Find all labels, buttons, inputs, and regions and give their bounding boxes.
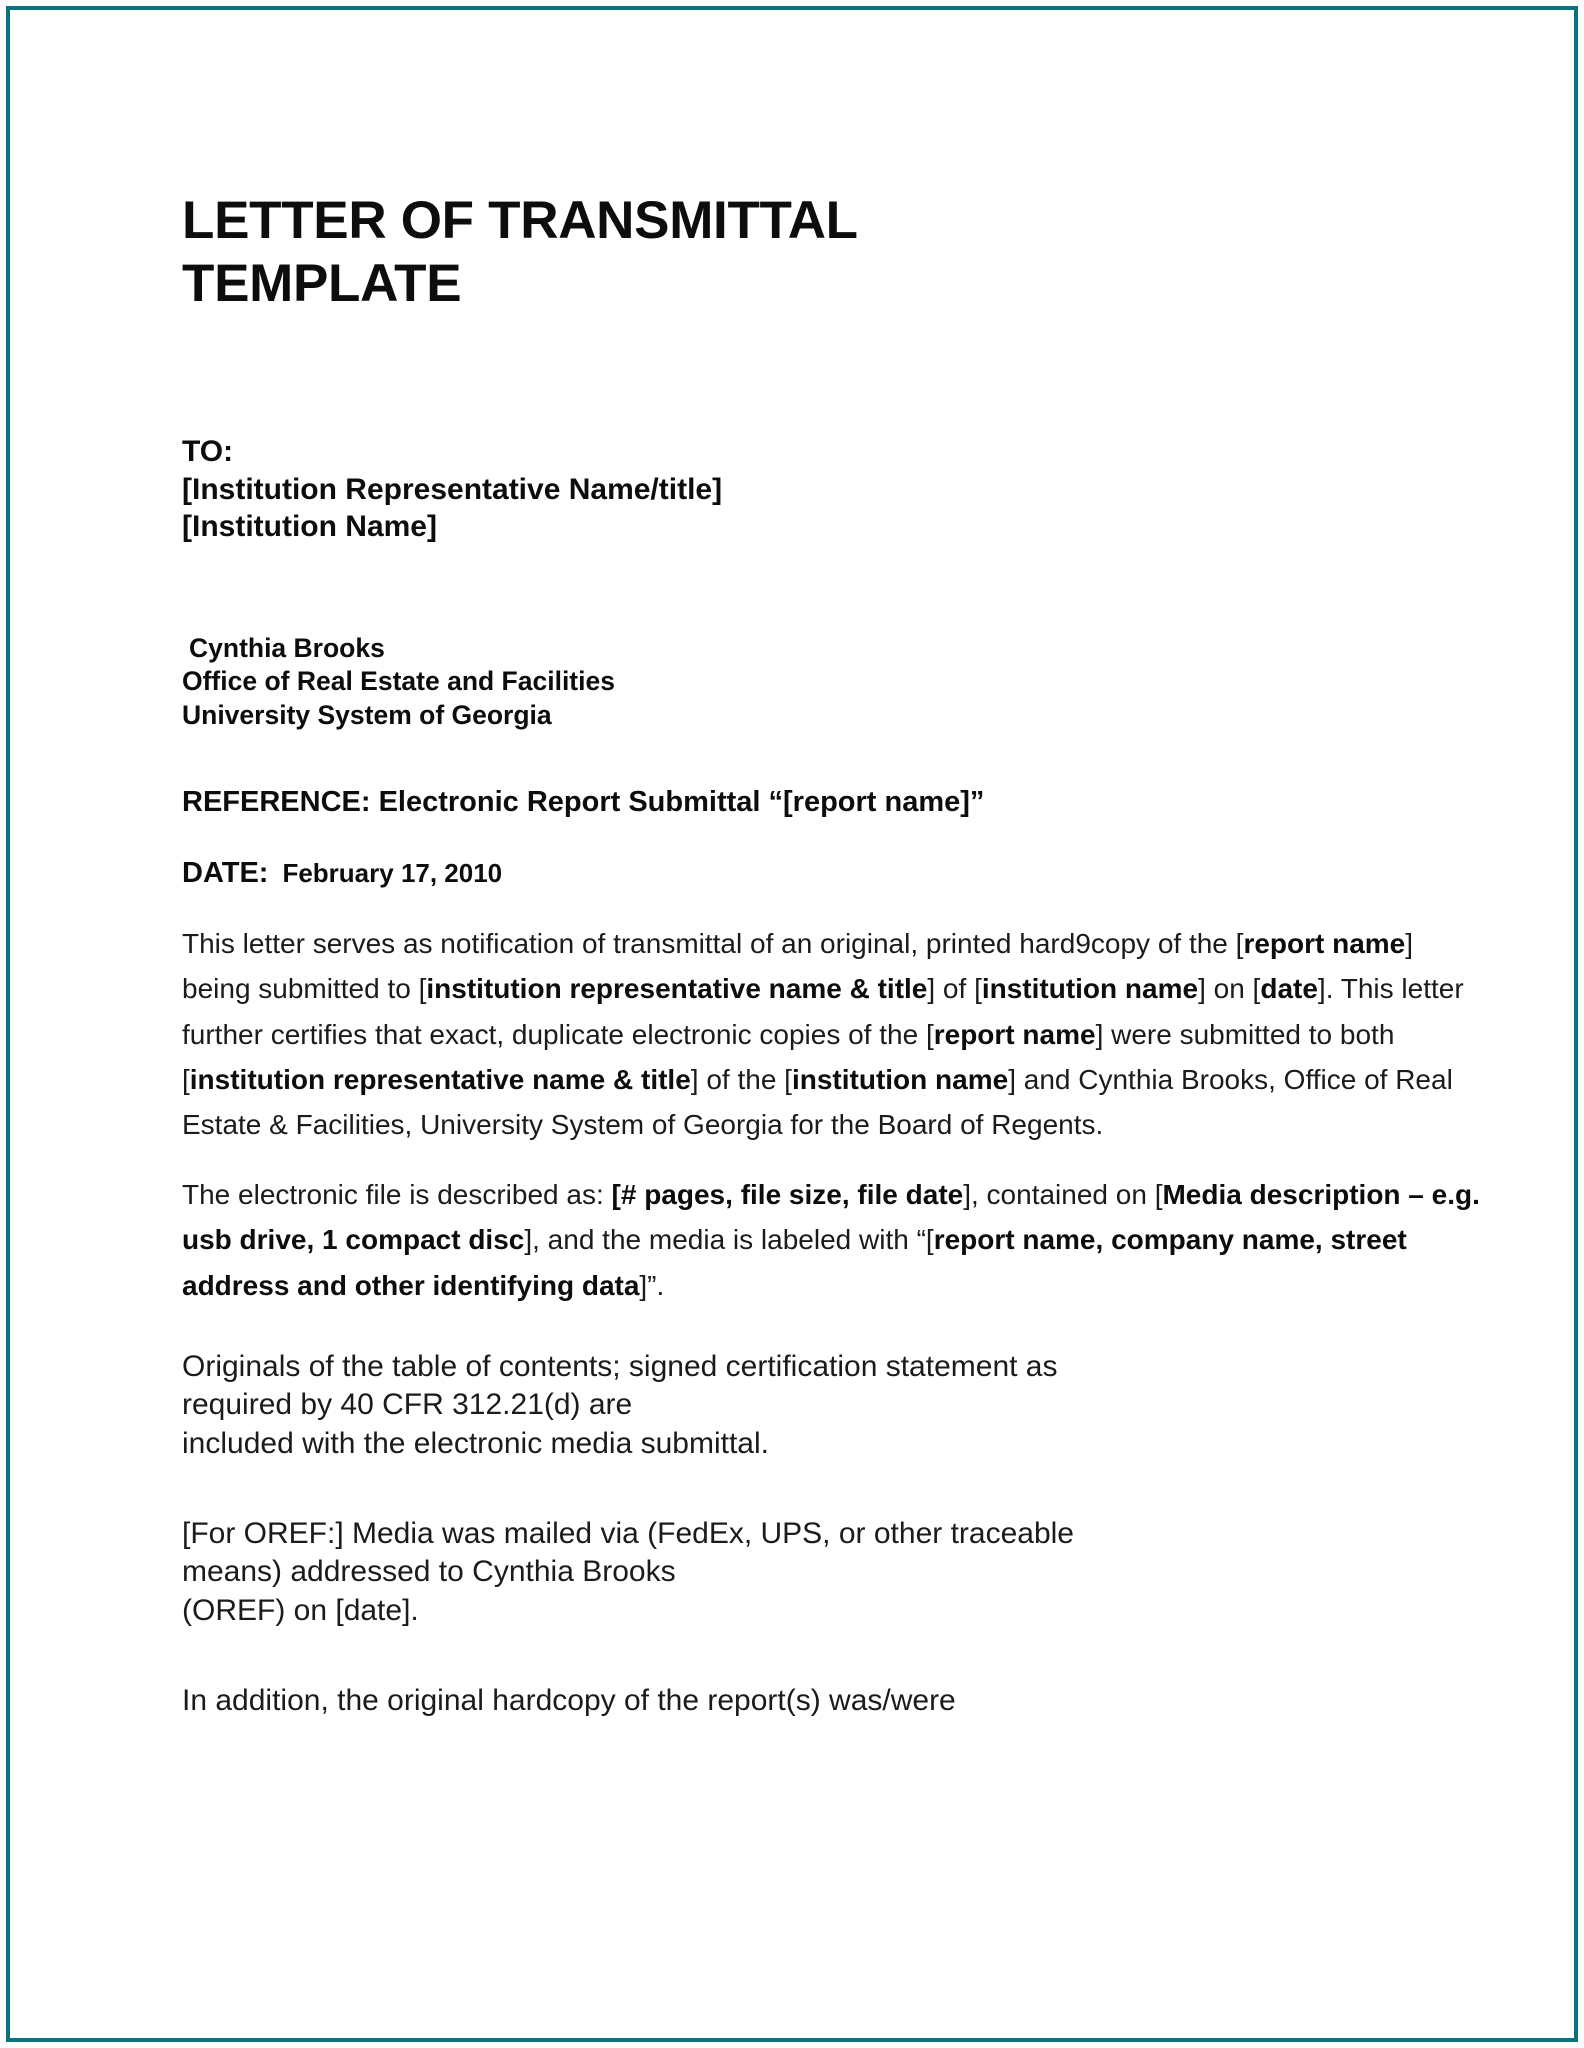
emphasis-run: institution name bbox=[981, 973, 1199, 1005]
text-run: ], contained on [ bbox=[963, 1178, 1163, 1210]
text-run: ] on [ bbox=[1198, 973, 1261, 1005]
sender-block bbox=[182, 632, 1482, 733]
text-run: ] of [ bbox=[927, 973, 982, 1005]
sender-name: Cynthia Brooks bbox=[189, 632, 385, 663]
emphasis-run: date bbox=[1260, 973, 1318, 1005]
text-line: Originals of the table of contents; signed certification statement as bbox=[182, 1349, 1058, 1383]
text-line: [For OREF:] Media was mailed via (FedEx, UPS, or other traceable bbox=[182, 1517, 1074, 1551]
emphasis-run: institution name bbox=[791, 1064, 1009, 1096]
text-run: ] being submitted to [ bbox=[182, 927, 1414, 1005]
title-line-2: TEMPLATE bbox=[182, 253, 462, 313]
text-run: The electronic file is described as: bbox=[182, 1178, 612, 1210]
text-line: In addition, the original hardcopy of the report(s) was/were bbox=[182, 1684, 956, 1718]
text-run: ]”. bbox=[639, 1269, 665, 1301]
sender-organization: University System of Georgia bbox=[182, 699, 552, 730]
sender-office: Office of Real Estate and Facilities bbox=[182, 666, 615, 697]
text-run: ] of the [ bbox=[690, 1064, 792, 1096]
title-line-1: LETTER OF TRANSMITTAL bbox=[182, 191, 858, 250]
body-paragraph-4 bbox=[182, 1463, 1482, 1630]
date-line bbox=[182, 855, 1482, 891]
to-label: TO: bbox=[182, 435, 234, 469]
recipient-name-placeholder: [Institution Representative Name/title] bbox=[182, 472, 723, 506]
emphasis-run: report name bbox=[1243, 927, 1406, 959]
text-line: required by 40 CFR 312.21(d) are bbox=[182, 1388, 633, 1422]
emphasis-run: report name bbox=[933, 1018, 1096, 1050]
date-value: February 17, 2010 bbox=[282, 857, 503, 888]
body-paragraph-2 bbox=[182, 1148, 1482, 1308]
emphasis-run: [# pages, file size, file date bbox=[611, 1178, 964, 1210]
document-content bbox=[182, 0, 1482, 1721]
recipient-institution-placeholder: [Institution Name] bbox=[182, 510, 437, 544]
text-run: ] and Cynthia Brooks, Office of Real Estate & Facilities, University System of Georgia for the Board of Regents. bbox=[182, 1064, 1453, 1141]
date-label: DATE: bbox=[182, 856, 269, 889]
text-run: ], and the media is labeled with “[ bbox=[524, 1224, 934, 1256]
text-line: means) addressed to Cynthia Brooks bbox=[182, 1555, 676, 1589]
text-run: This letter serves as notification of transmittal of an original, printed hard9copy of the [ bbox=[182, 927, 1244, 959]
emphasis-run: institution representative name & title bbox=[189, 1064, 691, 1096]
recipient-block bbox=[182, 433, 1482, 546]
text-run: ] were submitted to both [ bbox=[182, 1018, 1395, 1096]
emphasis-run: report name, company name, street address and other identifying data bbox=[182, 1224, 1407, 1301]
body-paragraph-3 bbox=[182, 1308, 1482, 1463]
text-line: included with the electronic media submittal. bbox=[182, 1426, 769, 1460]
reference-line: REFERENCE: Electronic Report Submittal “[report name]” bbox=[182, 786, 985, 819]
body-paragraph-1 bbox=[182, 891, 1482, 1148]
emphasis-run: institution representative name & title bbox=[426, 973, 928, 1005]
text-run: ]. This letter further certifies that exact, duplicate electronic copies of the [ bbox=[182, 973, 1464, 1050]
body-paragraph-5 bbox=[182, 1630, 1482, 1720]
text-line: (OREF) on [date]. bbox=[182, 1593, 419, 1627]
page-title bbox=[182, 0, 1482, 315]
emphasis-run: Media description – e.g. usb drive, 1 compact disc bbox=[182, 1178, 1480, 1256]
